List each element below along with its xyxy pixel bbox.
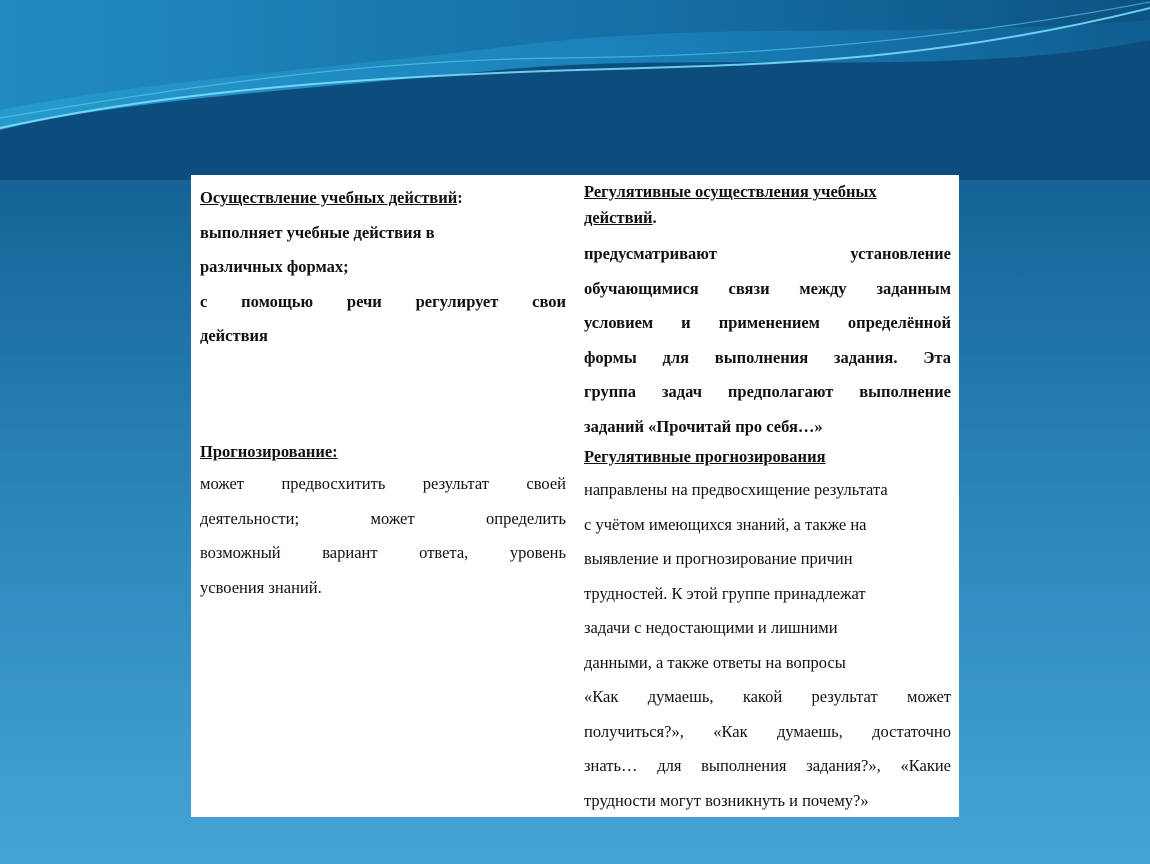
cell2-line-1: предусматривают установление — [584, 244, 951, 263]
cell4-heading: Регулятивные прогнозирования — [584, 447, 826, 466]
cell4-line-4: трудностей. К этой группе принадлежат — [584, 583, 866, 603]
content-table — [191, 175, 959, 817]
cell4-line-6: данными, а также ответы на вопросы — [584, 652, 846, 672]
cell2-line-3: условием и применением определённой — [584, 313, 951, 332]
cell4-line-2: с учётом имеющихся знаний, а также на — [584, 514, 867, 534]
cell-regulatory-forecasting — [584, 443, 951, 818]
cell2-line-6: заданий «Прочитай про себя…» — [584, 416, 823, 436]
cell2-line-4: формы для выполнения задания. Эта — [584, 347, 951, 367]
cell3-line-2: деятельности; может определить — [200, 508, 566, 528]
cell1-heading-colon: : — [457, 188, 463, 207]
cell1-line-4: действия — [200, 326, 268, 345]
cell-action-implementation — [200, 181, 566, 354]
cell2-heading-line-1: Регулятивные осуществления учебных — [584, 182, 877, 201]
cell2-heading — [584, 179, 951, 231]
cell4-line-10: трудности могут возникнуть и почему?» — [584, 790, 869, 810]
decorative-wave-banner — [0, 0, 1150, 180]
cell3-line-4: усвоения знаний. — [200, 577, 322, 597]
cell-regulatory-implementation — [584, 179, 951, 444]
cell4-line-3: выявление и прогнозирование причин — [584, 549, 853, 568]
cell4-line-9: знать… для выполнения задания?», «Какие — [584, 756, 951, 775]
cell3-line-3: возможный вариант ответа, уровень — [200, 543, 566, 562]
cell1-heading-line — [200, 181, 566, 216]
cell4-line-1: направлены на предвосхищение результата — [584, 480, 888, 499]
cell3-line-1: может предвосхитить результат своей — [200, 474, 566, 493]
cell2-heading-line-2: действий — [584, 208, 653, 227]
cell1-line-1: выполняет учебные действия в — [200, 222, 435, 242]
cell4-line-5: задачи с недостающими и лишними — [584, 618, 838, 637]
cell3-heading: Прогнозирование: — [200, 442, 338, 461]
cell2-line-2: обучающимися связи между заданным — [584, 278, 951, 298]
cell1-line-3: с помощью речи регулирует свои — [200, 291, 566, 311]
cell4-line-7: «Как думаешь, какой результат может — [584, 687, 951, 706]
cell4-line-8: получиться?», «Как думаешь, достаточно — [584, 721, 951, 741]
cell1-line-2: различных формах; — [200, 257, 349, 276]
cell2-line-5: группа задач предполагают выполнение — [584, 382, 951, 401]
cell2-heading-period: . — [652, 208, 657, 227]
cell-forecasting — [200, 439, 566, 605]
cell1-heading: Осуществление учебных действий — [200, 188, 458, 207]
